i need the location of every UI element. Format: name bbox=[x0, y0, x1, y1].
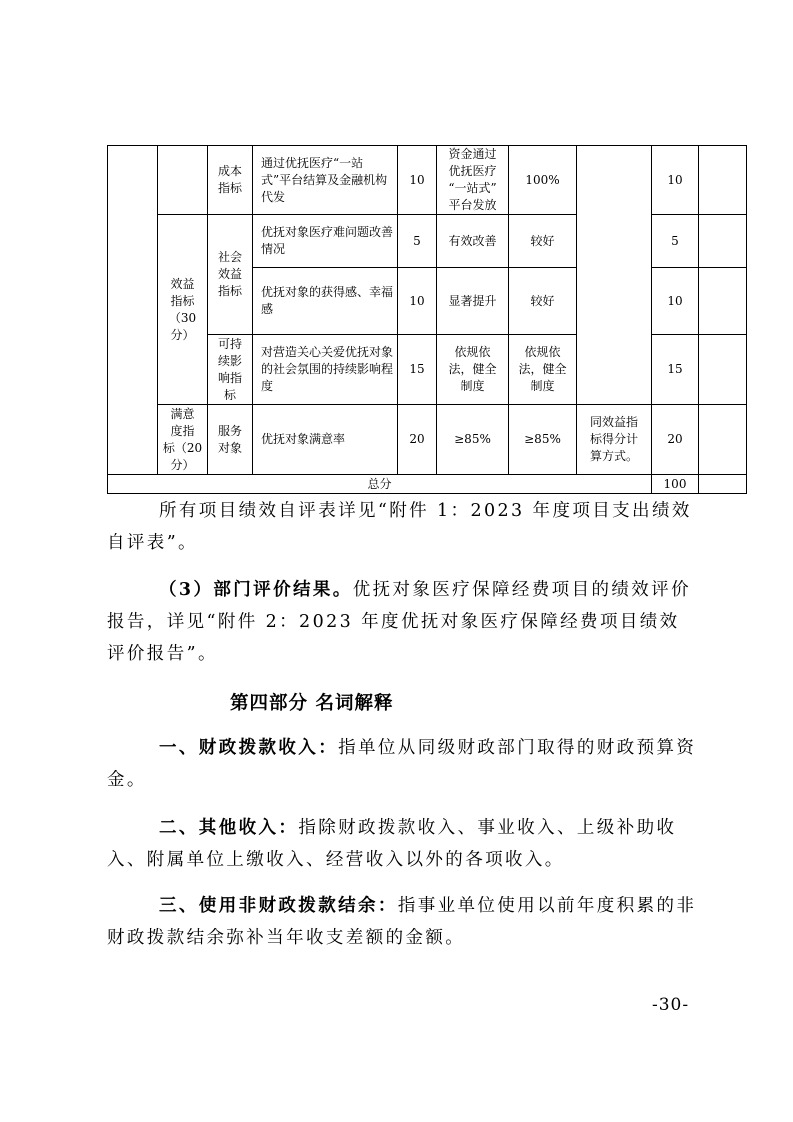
definition-text: 指事业单位使用以前年度积累的非财政拨款结余弥补当年收支差额的金额。 bbox=[107, 896, 697, 948]
social2-score-value: 10 bbox=[667, 293, 683, 308]
satisfaction-actual-cell bbox=[509, 405, 577, 475]
table-row bbox=[108, 215, 747, 268]
blank-cell bbox=[158, 146, 208, 215]
sustain-indicator-cell bbox=[253, 335, 398, 405]
satisfaction-note-cell bbox=[577, 405, 652, 475]
sustain-score-value: 15 bbox=[667, 362, 683, 376]
social1-actual-cell bbox=[509, 215, 577, 268]
definition-other-income bbox=[107, 812, 697, 876]
social1-target-cell bbox=[437, 215, 509, 268]
total-row bbox=[108, 475, 747, 494]
paragraph-appendix-1 bbox=[107, 495, 697, 559]
paragraph-appendix-1-text: 所有项目绩效自评表详见“附件 1：2023 年度项目支出绩效自评表”。 bbox=[107, 501, 692, 553]
definition-non-fiscal-balance bbox=[107, 890, 697, 954]
table-row bbox=[108, 405, 747, 475]
cost-weight-cell bbox=[398, 146, 437, 215]
blank-cell bbox=[699, 268, 747, 335]
definition-text: 指除财政拨款收入、事业收入、上级补助收入、附属单位上缴收入、经营收入以外的各项收入。 bbox=[107, 818, 677, 870]
social-subcategory-cell bbox=[208, 215, 253, 335]
satisfaction-score-value: 20 bbox=[667, 432, 683, 446]
sustain-target-cell bbox=[437, 335, 509, 405]
satisfaction-target-value: ≥85% bbox=[454, 432, 491, 446]
social2-actual-cell bbox=[509, 268, 577, 335]
note-blank-cell bbox=[577, 146, 652, 405]
blank-cell bbox=[699, 146, 747, 215]
social2-score-cell bbox=[652, 268, 699, 335]
cost-target-cell bbox=[437, 146, 509, 215]
satisfaction-subcategory-cell bbox=[208, 405, 253, 475]
cost-indicator-text: 通过优抚医疗“一站式”平台结算及金融机构代发 bbox=[261, 155, 388, 204]
definition-term: 二、其他收入： bbox=[159, 818, 299, 838]
social1-indicator-text: 优抚对象医疗难问题改善情况 bbox=[261, 225, 394, 256]
first-col-blank-cell bbox=[108, 146, 158, 475]
satisfaction-indicator-cell bbox=[253, 405, 398, 475]
social1-actual-text: 较好 bbox=[530, 233, 555, 248]
satisfaction-target-cell bbox=[437, 405, 509, 475]
social2-indicator-cell bbox=[253, 268, 398, 335]
total-score-value: 100 bbox=[663, 476, 687, 491]
sustain-subcategory-label: 可持 续影 响指 标 bbox=[217, 336, 242, 402]
social2-target-text: 显著提升 bbox=[448, 293, 497, 308]
definition-fiscal-appropriation bbox=[107, 732, 697, 796]
blank-cell bbox=[699, 475, 747, 494]
performance-table-container bbox=[107, 145, 747, 494]
social2-actual-text: 较好 bbox=[530, 293, 555, 308]
satisfaction-actual-value: ≥85% bbox=[524, 432, 561, 446]
cost-indicator-cell bbox=[253, 146, 398, 215]
satisfaction-weight-cell bbox=[398, 405, 437, 475]
sustain-weight-cell bbox=[398, 335, 437, 405]
sustain-target-text: 依规依 法，健全 制度 bbox=[448, 345, 497, 393]
social1-indicator-cell bbox=[253, 215, 398, 268]
sustain-weight-value: 15 bbox=[409, 362, 425, 376]
performance-table bbox=[107, 145, 747, 494]
satisfaction-category-label: 满意 度指 标（20 分） bbox=[162, 406, 203, 472]
blank-cell bbox=[699, 215, 747, 268]
section-heading: 第四部分 名词解释 bbox=[230, 693, 394, 714]
definition-term: 三、使用非财政拨款结余： bbox=[159, 896, 398, 916]
social1-target-text: 有效改善 bbox=[448, 233, 497, 248]
sustain-score-cell bbox=[652, 335, 699, 405]
page-number: -30- bbox=[652, 995, 690, 1015]
paragraph-department-evaluation-title: （3）部门评价结果。 bbox=[159, 580, 353, 600]
cost-target-text: 资金通过 优抚医疗 “一站式” 平台发放 bbox=[448, 147, 497, 212]
social-subcategory-label: 社会 效益 指标 bbox=[217, 250, 242, 298]
paragraph-department-evaluation-text: 优抚对象医疗保障经费项目的绩效评价报告，详见“附件 2：2023 年度优抚对象医疗保障经费项目绩效评价报告”。 bbox=[107, 580, 691, 664]
paragraph-department-evaluation bbox=[107, 574, 697, 670]
social1-weight-value: 5 bbox=[413, 233, 421, 248]
total-score-cell bbox=[652, 475, 699, 494]
social1-weight-cell bbox=[398, 215, 437, 268]
blank-cell bbox=[699, 405, 747, 475]
sustain-subcategory-cell bbox=[208, 335, 253, 405]
satisfaction-note-text: 同效益指 标得分计 算方式。 bbox=[589, 415, 638, 463]
total-label: 总分 bbox=[367, 476, 392, 491]
social2-weight-cell bbox=[398, 268, 437, 335]
cost-actual-value: 100% bbox=[525, 172, 560, 187]
cost-subcategory-cell bbox=[208, 146, 253, 215]
cost-score-value: 10 bbox=[667, 172, 683, 187]
satisfaction-subcategory-label: 服务 对象 bbox=[217, 423, 242, 455]
cost-actual-cell bbox=[509, 146, 577, 215]
social1-score-cell bbox=[652, 215, 699, 268]
social2-target-cell bbox=[437, 268, 509, 335]
social2-weight-value: 10 bbox=[409, 293, 425, 308]
definition-term: 一、财政拨款收入： bbox=[159, 738, 339, 758]
table-row bbox=[108, 146, 747, 215]
satisfaction-indicator-text: 优抚对象满意率 bbox=[261, 432, 346, 446]
benefit-category-label: 效益 指标 （30 分） bbox=[168, 276, 197, 342]
satisfaction-score-cell bbox=[652, 405, 699, 475]
cost-score-cell bbox=[652, 146, 699, 215]
sustain-actual-text: 依规依 法，健全 制度 bbox=[518, 345, 567, 393]
cost-weight-value: 10 bbox=[409, 172, 425, 187]
social1-score-value: 5 bbox=[671, 233, 679, 248]
total-label-cell bbox=[108, 475, 652, 494]
blank-cell bbox=[699, 335, 747, 405]
benefit-category-cell bbox=[158, 215, 208, 405]
satisfaction-weight-value: 20 bbox=[409, 432, 425, 446]
definition-text: 指单位从同级财政部门取得的财政预算资金。 bbox=[107, 738, 697, 790]
satisfaction-category-cell bbox=[158, 405, 208, 475]
sustain-indicator-text: 对营造关心关爱优抚对象的社会氛围的持续影响程度 bbox=[261, 345, 394, 393]
social2-indicator-text: 优抚对象的获得感、幸福感 bbox=[261, 285, 394, 316]
cost-subcategory-label: 成本 指标 bbox=[217, 164, 242, 195]
sustain-actual-cell bbox=[509, 335, 577, 405]
